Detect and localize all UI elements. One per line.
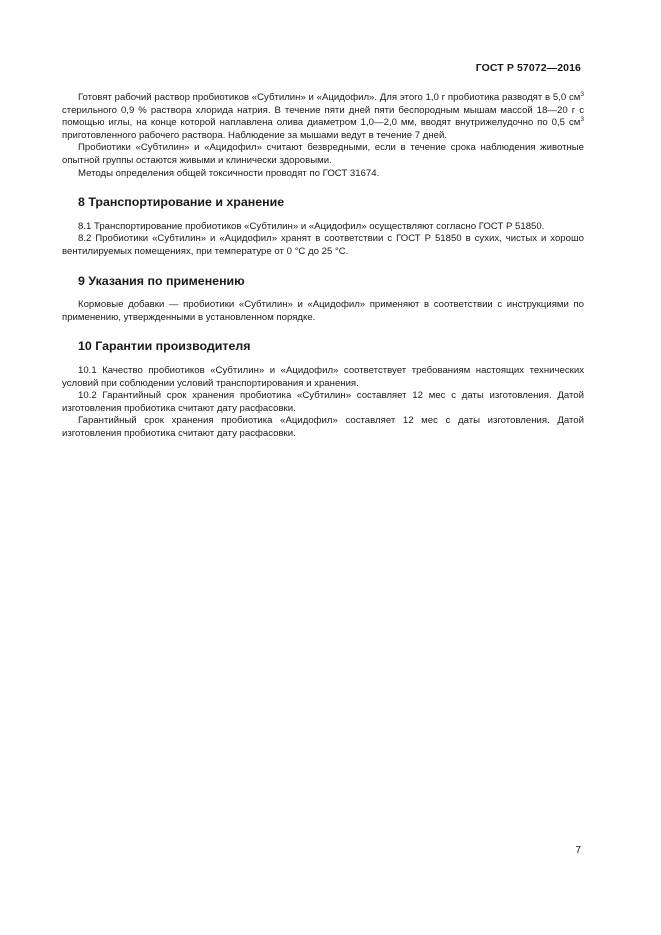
intro-text-b: стерильного 0,9 % раствора хлорида натрия. В течение пяти дней пяти беспородным мышам массой 18—20 г с помощью иглы, на конце которой наплавлена олива диаметром 1,0—2,0 мм, вводят внутрижелудочно по 0,5 см xyxy=(62,104,584,129)
section-9-heading: 9 Указания по применению xyxy=(78,273,245,288)
section-9-paragraph-1: Кормовые добавки — пробиотики «Субтилин» и «Ацидофил» применяют в соответствии с инструкциями по применению, утвержденными в установленном порядке. xyxy=(62,299,584,323)
section-8-paragraph-1: 8.1 Транспортирование пробиотиков «Субтилин» и «Ацидофил» осуществляют согласно ГОСТ Р 51850. xyxy=(78,220,545,232)
intro-text-a: Готовят рабочий раствор пробиотиков «Субтилин» и «Ацидофил». Для этого 1,0 г пробиотика разводят в 5,0 см xyxy=(78,92,581,103)
superscript-1: 3 xyxy=(580,91,584,98)
section-10-paragraph-1: 10.1 Качество пробиотиков «Субтилин» и «Ацидофил» соответствует требованиям настоящих технических условий при соблюдении условий транспортирования и хранения. xyxy=(62,364,584,389)
intro-text-c: приготовленного рабочего раствора. Наблюдение за мышами ведут в течение 7 дней. xyxy=(62,129,447,141)
intro-paragraph-2: Пробиотики «Субтилин» и «Ацидофил» считают безвредными, если в течение срока наблюдения животные опытной группы остаются живыми и клинически здоровыми. xyxy=(62,142,584,166)
section-10-paragraph-3: Гарантийный срок хранения пробиотика «Ацидофил» составляет 12 мес с даты изготовления. Датой изготовления пробиотика считают дату расфасовки. xyxy=(62,415,584,439)
intro-paragraph-1 xyxy=(62,92,584,142)
section-10-heading: 10 Гарантии производителя xyxy=(78,339,251,354)
section-8-heading: 8 Транспортирование и хранение xyxy=(78,195,285,210)
intro-paragraph-3: Методы определения общей токсичности проводят по ГОСТ 31674. xyxy=(78,167,380,179)
document-body xyxy=(62,92,584,440)
document-code: ГОСТ Р 57072—2016 xyxy=(475,62,581,74)
section-10-paragraph-2: 10.2 Гарантийный срок хранения пробиотика «Субтилин» составляет 12 мес с даты изготовления. Датой изготовления пробиотика считают дату расфасовки. xyxy=(62,390,584,414)
section-8-paragraph-2: 8.2 Пробиотики «Субтилин» и «Ацидофил» хранят в соответствии с ГОСТ Р 51850 в сухих, чистых и хорошо вентилируемых помещениях, при температуре от 0 °С до 25 °С. xyxy=(62,233,584,257)
superscript-2: 3 xyxy=(580,116,584,124)
page-number: 7 xyxy=(575,845,581,856)
